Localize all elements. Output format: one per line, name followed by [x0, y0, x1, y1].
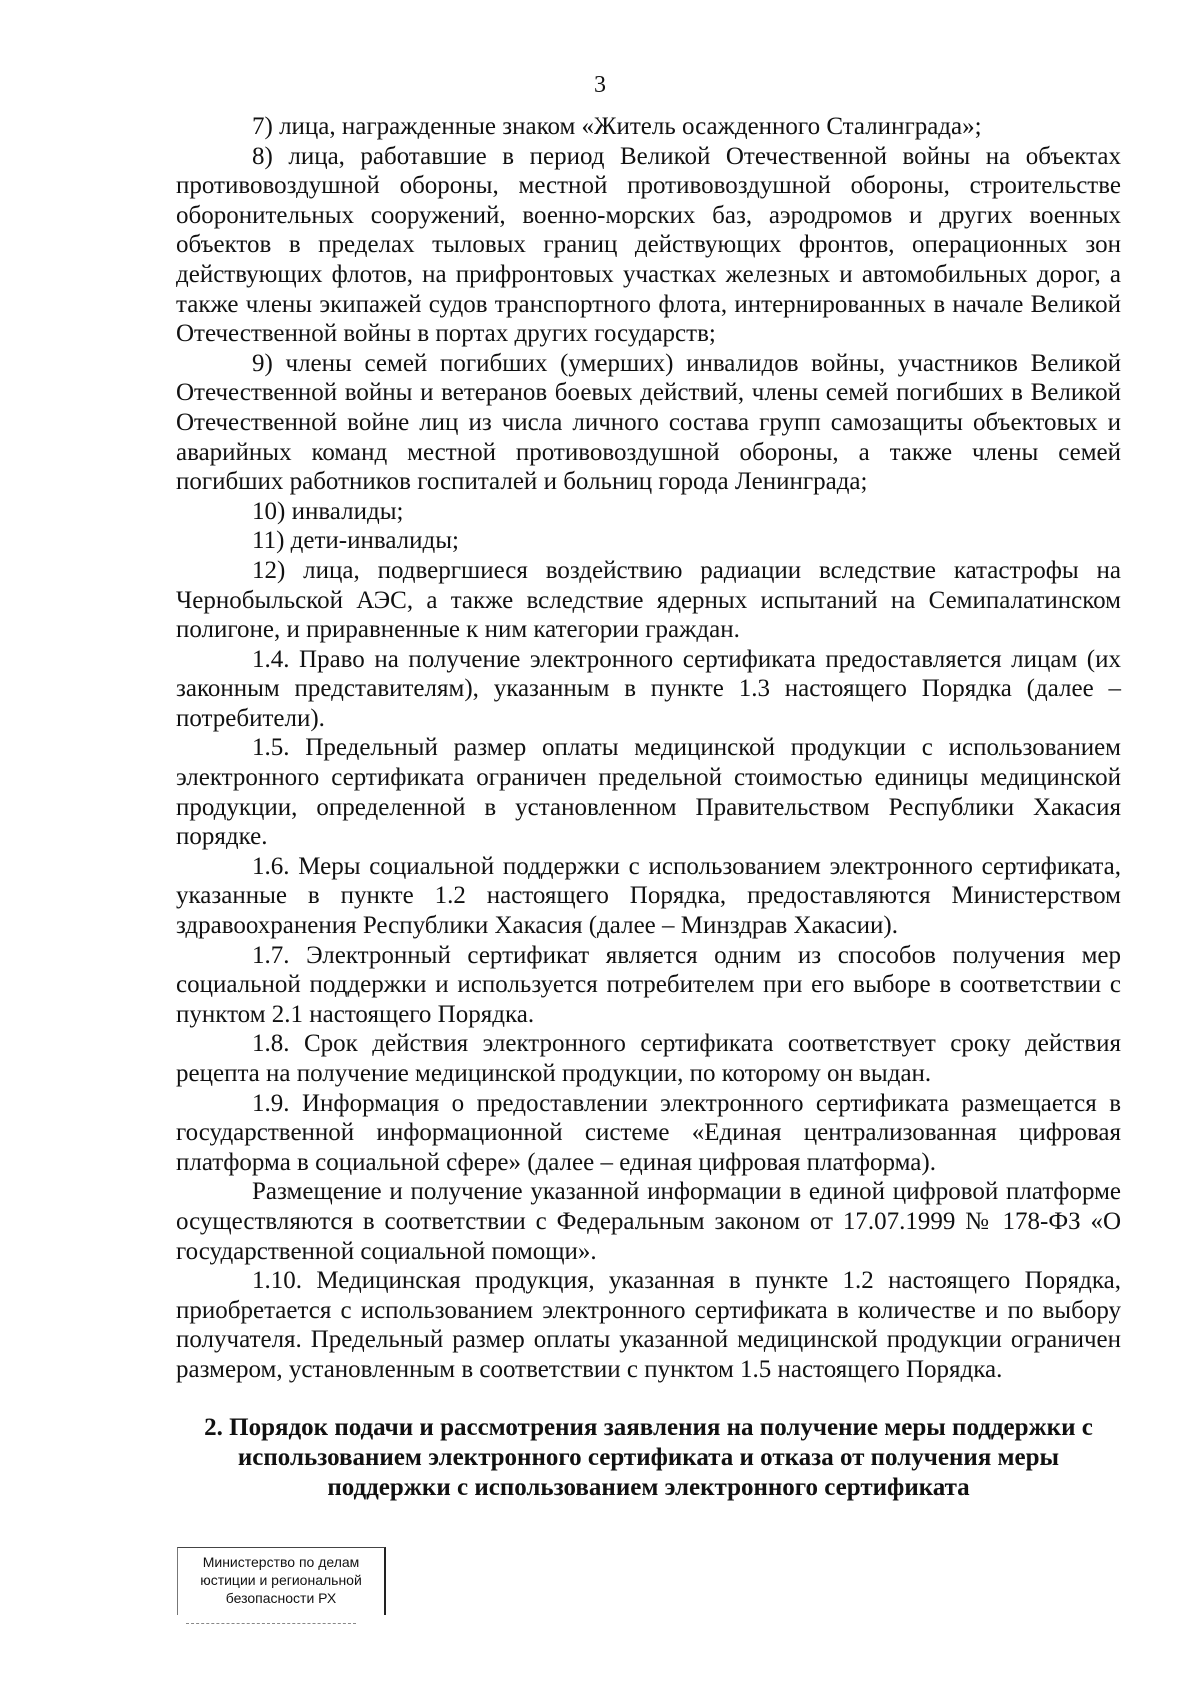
paragraph-clause-1-6: 1.6. Меры социальной поддержки с использованием электронного сертификата, указанные в пункте 1.2 настоящего Порядка, предоставляются Министерством здравоохранения Республики Хакасия (далее – Минздрав Хакасии). [176, 852, 1121, 940]
paragraph-clause-1-9-continued: Размещение и получение указанной информации в единой цифровой платформе осуществляются в соответствии с Федеральным законом от 17.07.1999 № 178-ФЗ «О государственной социальной помощи». [176, 1178, 1121, 1265]
paragraph-item-11: 11) дети-инвалиды; [252, 527, 459, 555]
stamp-line: Министерство по делам [202, 1554, 360, 1570]
section-heading: 2. Порядок подачи и рассмотрения заявления на получение меры поддержки с использованием электронного сертификата и отказа от получения меры поддержки с использованием электронного сертификата [204, 1413, 1093, 1501]
paragraph-item-10: 10) инвалиды; [252, 497, 404, 525]
page-number: 3 [594, 72, 606, 98]
document-body [176, 112, 1121, 1503]
paragraph-item-9: 9) члены семей погибших (умерших) инвалидов войны, участников Великой Отечественной войны и ветеранов боевых действий, члены семей погибших в Великой Отечественной войне лиц из числа личного состава групп самозащиты объектовых и аварийных команд местной противовоздушной обороны, а также члены семей погибших работников госпиталей и больниц города Ленинграда; [176, 349, 1121, 496]
ministry-stamp [177, 1547, 386, 1615]
paragraph-item-8: 8) лица, работавшие в период Великой Отечественной войны на объектах противовоздушной обороны, местной противовоздушной обороны, строительстве оборонительных сооружений, военно-морских баз, аэродромов и других военных объектов в пределах тыловых границ действующих фронтов, операционных зон действующих флотов, на прифронтовых участках железных и автомобильных дорог, а также члены экипажей судов транспортного флота, интернированных в начале Великой Отечественной войны в портах других государств; [176, 142, 1121, 348]
paragraph-item-7: 7) лица, награжденные знаком «Житель осажденного Сталинграда»; [252, 113, 982, 140]
paragraph-item-12: 12) лица, подвергшиеся воздействию радиации вследствие катастрофы на Чернобыльской АЭС, а также вследствие ядерных испытаний на Семипалатинском полигоне, и приравненные к ним категории граждан. [176, 556, 1121, 644]
paragraph-clause-1-10: 1.10. Медицинская продукция, указанная в пункте 1.2 настоящего Порядка, приобретается с использованием электронного сертификата в количестве и по выбору получателя. Предельный размер оплаты указанной медицинской продукции ограничен размером, установленным в соответствии с пунктом 1.5 настоящего Порядка. [176, 1267, 1121, 1383]
stamp-line: юстиции и региональной [200, 1572, 362, 1588]
stamp-line: безопасности РХ [225, 1590, 337, 1606]
paragraph-clause-1-5: 1.5. Предельный размер оплаты медицинской продукции с использованием электронного сертификата ограничен предельной стоимостью единицы медицинской продукции, определенной в установленном Правительством Республики Хакасия порядке. [176, 734, 1121, 851]
stamp-underline [186, 1623, 356, 1624]
paragraph-clause-1-7: 1.7. Электронный сертификат является одним из способов получения мер социальной поддержки и используется потребителем при его выборе в соответствии с пунктом 2.1 настоящего Порядка. [176, 941, 1121, 1028]
paragraph-clause-1-4: 1.4. Право на получение электронного сертификата предоставляется лицам (их законным представителям), указанным в пункте 1.3 настоящего Порядка (далее – потребители). [176, 645, 1121, 732]
paragraph-clause-1-9: 1.9. Информация о предоставлении электронного сертификата размещается в государственной информационной системе «Единая централизованная цифровая платформа в социальной сфере» (далее – единая цифровая платформа). [176, 1089, 1121, 1176]
paragraph-clause-1-8: 1.8. Срок действия электронного сертификата соответствует сроку действия рецепта на получение медицинской продукции, по которому он выдан. [176, 1030, 1121, 1087]
